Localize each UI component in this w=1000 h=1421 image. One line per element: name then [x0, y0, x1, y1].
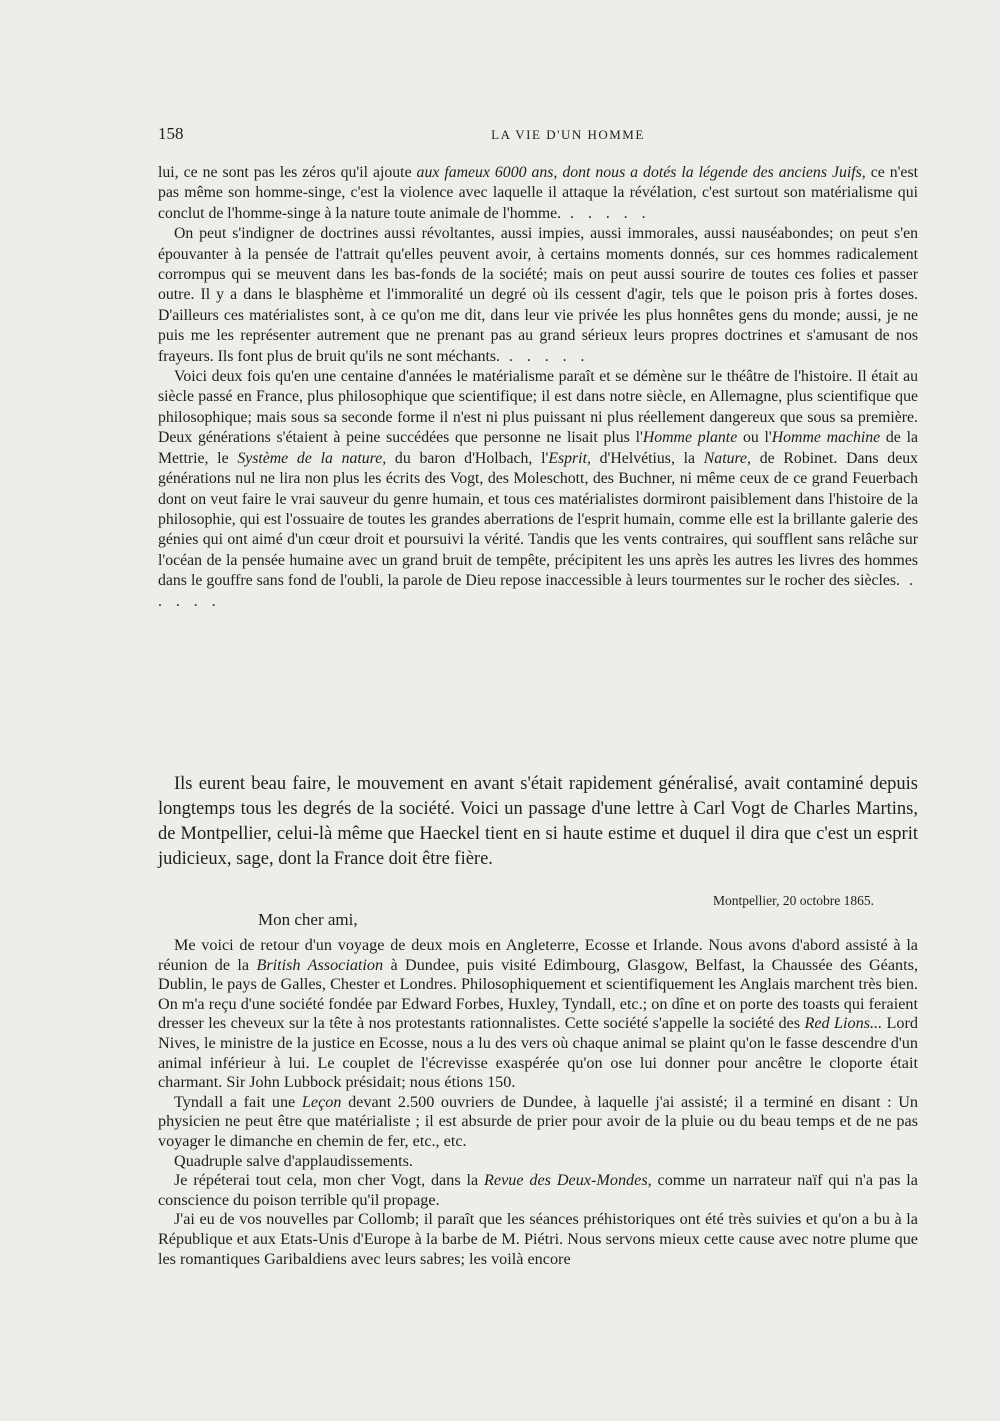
- letter-paragraph-1: Me voici de retour d'un voyage de deux mois en Angleterre, Ecosse et Irlande. Nous avons d'abord assisté à la réunion de la British Association à Dundee, puis visité Edimbourg, Glasgow, Belfast, la Chaussée des Géants, Dublin, le pays de Galles, Chester et Londres. Philosophiquement et scientifiquement les Anglais marchent très bien. On m'a reçu d'une société fondée par Edward Forbes, Huxley, Tyndall, etc.; on dîne et on porte des toasts qui feraient dresser les cheveux sur la tête à nos protestants rationnalistes. Cette société s'appelle la société des Red Lions... Lord Nives, le ministre de la justice en Ecosse, nous a lu des vers où chaque animal se plaint qu'on le fasse descendre d'un animal inférieur à lui. Le couplet de l'écrevisse exaspérée qu'on ose lui donner pour ancêtre le cloporte était charmant. Sir John Lubbock présidait; nous étions 150.: [158, 936, 919, 1092]
- narrative-paragraph: Ils eurent beau faire, le mouvement en avant s'était rapidement généralisé, avait contaminé depuis longtemps tous les degrés de la société. Voici un passage d'une lettre à Carl Vogt de Charles Martins, de Montpellier, celui-là même que Haeckel tient en si haute estime et duquel il dira que c'est un esprit judicieux, sage, dont la France doit être fière.: [158, 774, 918, 869]
- letter-salutation: Mon cher ami,: [258, 910, 358, 929]
- quote-paragraph-2: On peut s'indigner de doctrines aussi révoltantes, aussi impies, aussi immorales, aussi nauséabondes; on peut s'en épouvanter à la pensée de l'attrait qu'elles peuvent avoir, à certains moments donnés, sur ces hommes radicalement corrompus qui se meuvent dans les bas-fonds de la société; mais on peut aussi sourire de toutes ces folies et passer outre. Il y a dans le blasphème et l'immoralité un degré où ils cessent d'agir, tels que le poison pris à fortes doses. D'ailleurs ces matérialistes sont, à ce qu'on me dit, dans leur vie privée les plus honnêtes gens du monde; aussi, je ne puis me les représenter autrement que ne prenant pas au grand sérieux leurs propres doctrines et s'amusant de nos frayeurs. Ils font plus de bruit qu'ils ne sont méchants. . . . . .: [158, 225, 918, 365]
- quote-paragraph-3: Voici deux fois qu'en une centaine d'années le matérialisme paraît et se démène sur le théâtre de l'histoire. Il était au siècle passé en France, plus philosophique que scientifique; il est dans notre siècle, en Allemagne, plus scientifique que philosophique; mais sous sa seconde forme il n'est ni plus puissant ni plus réellement dangereux que sous sa première. Deux générations s'étaient à peine succédées que personne ne lisait plus l'Homme plante ou l'Homme machine de la Mettrie, le Système de la nature, du baron d'Holbach, l'Esprit, d'Helvétius, la Nature, de Robinet. Dans deux générations nul ne lira non plus les écrits des Vogt, des Moleschott, des Buchner, ni même ceux de ce grand Feuerbach dont on veut faire le vrai sauveur du genre humain, et tous ces matérialistes dormiront paisiblement dans l'histoire de la philosophie, qui est l'ossuaire de toutes les grandes aberrations de l'esprit humain, comme elle est la brillante galerie des génies qui ont aimé d'un cœur droit et poursuivi la vérité. Tandis que les vents contraires, qui soufflent sans relâche sur l'océan de la pensée humaine avec un grand bruit de tempête, précipitent les uns après les autres les livres des hommes dans le gouffre sans fond de l'oubli, la parole de Dieu repose inaccessible à leurs tourmentes sur le rocher des siècles. . . . . .: [158, 368, 918, 610]
- narrative-text: [158, 772, 918, 872]
- letter-dateline: Montpellier, 20 octobre 1865.: [712, 893, 874, 908]
- page-header: [158, 124, 918, 148]
- quoted-passage: [158, 163, 918, 612]
- letter-body: [158, 936, 918, 1269]
- quote-paragraph-1: lui, ce ne sont pas les zéros qu'il ajoute aux fameux 6000 ans, dont nous a dotés la légende des anciens Juifs, ce n'est pas même son homme-singe, c'est la violence avec laquelle il attaque la révélation, c'est surtout son matérialisme qui conclut de l'homme-singe à la nature toute animale de l'homme. . . . . .: [158, 164, 918, 222]
- letter-paragraph-4: Je répéterai tout cela, mon cher Vogt, dans la Revue des Deux-Mondes, comme un narrateur naïf qui n'a pas la conscience du poison terrible qu'il propage.: [158, 1171, 918, 1209]
- letter-paragraph-5: J'ai eu de vos nouvelles par Collomb; il paraît que les séances préhistoriques ont été très suivies et qu'on a bu à la République et aux Etats-Unis d'Europe à la barbe de M. Piétri. Nous servons mieux cette cause avec notre plume que les romantiques Garibaldiens avec leurs sabres; les voilà encore: [158, 1210, 918, 1268]
- letter-paragraph-3: Quadruple salve d'applaudissements.: [174, 1151, 413, 1170]
- letter-paragraph-2: Tyndall a fait une Leçon devant 2.500 ouvriers de Dundee, à laquelle j'ai assisté; il a terminé en disant : Un physicien ne peut être que matérialiste ; il est absurde de prier pour avoir de la pluie ou du beau temps et de ne pas voyager le dimanche en chemin de fer, etc., etc.: [158, 1092, 918, 1150]
- page-number: 158: [158, 124, 184, 143]
- running-head: LA VIE D'UN HOMME: [491, 127, 645, 142]
